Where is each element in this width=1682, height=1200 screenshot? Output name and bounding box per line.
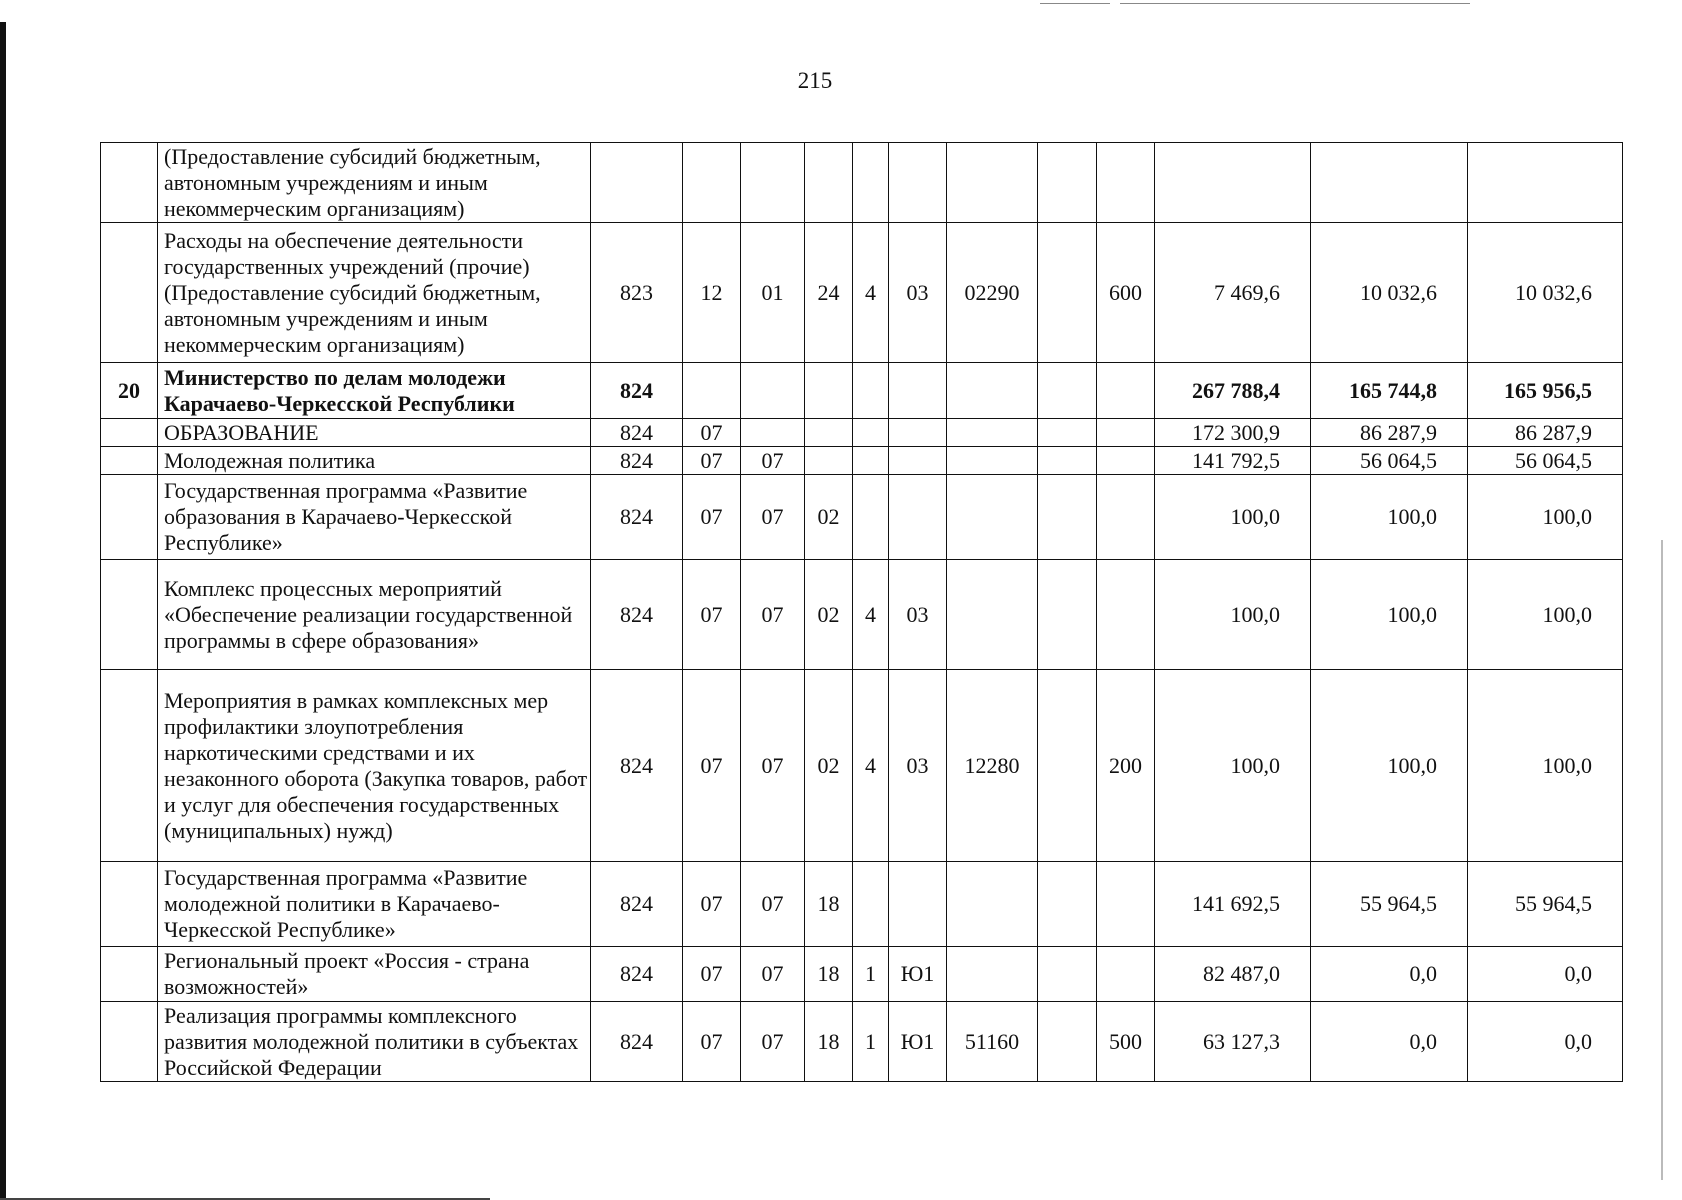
row-name: ОБРАЗОВАНИЕ xyxy=(158,419,591,447)
program-code: 02 xyxy=(805,560,853,670)
section-code: 07 xyxy=(683,862,741,947)
measure-code: 03 xyxy=(889,670,947,862)
subsection-code: 07 xyxy=(741,560,805,670)
amount-year-2: 56 064,5 xyxy=(1311,447,1468,475)
extra-code xyxy=(1038,670,1097,862)
amount-year-2: 0,0 xyxy=(1311,1002,1468,1082)
ministry-code: 824 xyxy=(591,419,683,447)
ministry-code: 824 xyxy=(591,475,683,560)
amount-year-2: 10 032,6 xyxy=(1311,223,1468,363)
direction-code xyxy=(947,947,1038,1002)
expense-type-code xyxy=(1097,475,1155,560)
subsection-code: 07 xyxy=(741,670,805,862)
amount-year-3: 10 032,6 xyxy=(1468,223,1623,363)
measure-code: 03 xyxy=(889,560,947,670)
subprogram-code: 1 xyxy=(853,1002,889,1082)
row-name: (Предоставление субсидий бюджетным, автономным учреждениям и иным некоммерческим организациям) xyxy=(158,143,591,223)
row-number xyxy=(101,1002,158,1082)
subprogram-code: 4 xyxy=(853,670,889,862)
ministry-code: 824 xyxy=(591,862,683,947)
direction-code xyxy=(947,143,1038,223)
direction-code xyxy=(947,447,1038,475)
row-name: Мероприятия в рамках комплексных мер профилактики злоупотребления наркотическими средствами и их незаконного оборота (Закупка товаров, работ и услуг для обеспечения государственных (муниципальных) нужд) xyxy=(158,670,591,862)
ministry-code: 823 xyxy=(591,223,683,363)
section-code: 07 xyxy=(683,1002,741,1082)
extra-code xyxy=(1038,419,1097,447)
amount-year-1: 7 469,6 xyxy=(1155,223,1311,363)
subprogram-code xyxy=(853,862,889,947)
direction-code xyxy=(947,560,1038,670)
subprogram-code: 4 xyxy=(853,560,889,670)
measure-code: Ю1 xyxy=(889,947,947,1002)
ministry-code: 824 xyxy=(591,1002,683,1082)
subsection-code: 07 xyxy=(741,1002,805,1082)
budget-table xyxy=(100,142,1623,1082)
row-name: Реализация программы комплексного развития молодежной политики в субъектах Российской Федерации xyxy=(158,1002,591,1082)
expense-type-code xyxy=(1097,447,1155,475)
expense-type-code xyxy=(1097,363,1155,419)
table-row xyxy=(101,223,1623,363)
subprogram-code: 1 xyxy=(853,947,889,1002)
extra-code xyxy=(1038,143,1097,223)
amount-year-1 xyxy=(1155,143,1311,223)
direction-code xyxy=(947,475,1038,560)
table-row xyxy=(101,862,1623,947)
direction-code: 51160 xyxy=(947,1002,1038,1082)
expense-type-code: 200 xyxy=(1097,670,1155,862)
amount-year-2: 55 964,5 xyxy=(1311,862,1468,947)
subprogram-code xyxy=(853,143,889,223)
program-code xyxy=(805,419,853,447)
amount-year-1: 63 127,3 xyxy=(1155,1002,1311,1082)
measure-code: 03 xyxy=(889,223,947,363)
extra-code xyxy=(1038,560,1097,670)
ministry-code: 824 xyxy=(591,363,683,419)
program-code xyxy=(805,363,853,419)
row-number xyxy=(101,143,158,223)
amount-year-2: 100,0 xyxy=(1311,475,1468,560)
amount-year-1: 267 788,4 xyxy=(1155,363,1311,419)
measure-code xyxy=(889,419,947,447)
section-code xyxy=(683,143,741,223)
subsection-code: 07 xyxy=(741,447,805,475)
scan-artifact xyxy=(1120,3,1470,4)
expense-type-code xyxy=(1097,560,1155,670)
expense-type-code xyxy=(1097,862,1155,947)
direction-code: 02290 xyxy=(947,223,1038,363)
row-number xyxy=(101,947,158,1002)
amount-year-3 xyxy=(1468,143,1623,223)
section-code: 07 xyxy=(683,560,741,670)
direction-code xyxy=(947,862,1038,947)
subsection-code xyxy=(741,363,805,419)
program-code xyxy=(805,143,853,223)
amount-year-1: 172 300,9 xyxy=(1155,419,1311,447)
row-name: Региональный проект «Россия - страна возможностей» xyxy=(158,947,591,1002)
amount-year-3: 0,0 xyxy=(1468,947,1623,1002)
section-code: 07 xyxy=(683,947,741,1002)
program-code: 18 xyxy=(805,1002,853,1082)
amount-year-1: 82 487,0 xyxy=(1155,947,1311,1002)
row-number xyxy=(101,223,158,363)
section-code: 07 xyxy=(683,475,741,560)
table-row xyxy=(101,670,1623,862)
program-code xyxy=(805,447,853,475)
ministry-code: 824 xyxy=(591,560,683,670)
extra-code xyxy=(1038,447,1097,475)
expense-type-code xyxy=(1097,947,1155,1002)
amount-year-2: 86 287,9 xyxy=(1311,419,1468,447)
row-number xyxy=(101,560,158,670)
row-name: Государственная программа «Развитие образования в Карачаево-Черкесской Республике» xyxy=(158,475,591,560)
expense-type-code xyxy=(1097,419,1155,447)
scan-artifact xyxy=(1040,3,1110,4)
program-code: 02 xyxy=(805,670,853,862)
expense-type-code xyxy=(1097,143,1155,223)
expense-type-code: 600 xyxy=(1097,223,1155,363)
subprogram-code xyxy=(853,447,889,475)
amount-year-2 xyxy=(1311,143,1468,223)
row-name: Министерство по делам молодежи Карачаево-Черкесской Республики xyxy=(158,363,591,419)
table-row xyxy=(101,475,1623,560)
amount-year-3: 100,0 xyxy=(1468,670,1623,862)
direction-code xyxy=(947,363,1038,419)
program-code: 18 xyxy=(805,947,853,1002)
measure-code: Ю1 xyxy=(889,1002,947,1082)
row-name: Молодежная политика xyxy=(158,447,591,475)
direction-code xyxy=(947,419,1038,447)
measure-code xyxy=(889,447,947,475)
row-number xyxy=(101,475,158,560)
program-code: 24 xyxy=(805,223,853,363)
subsection-code: 07 xyxy=(741,475,805,560)
program-code: 02 xyxy=(805,475,853,560)
section-code: 07 xyxy=(683,670,741,862)
scan-edge-left xyxy=(0,22,6,1200)
subprogram-code xyxy=(853,419,889,447)
amount-year-1: 141 792,5 xyxy=(1155,447,1311,475)
scan-edge-right xyxy=(1661,540,1663,1180)
amount-year-1: 100,0 xyxy=(1155,670,1311,862)
ministry-code: 824 xyxy=(591,447,683,475)
subsection-code: 07 xyxy=(741,947,805,1002)
subsection-code: 07 xyxy=(741,862,805,947)
page-number: 215 xyxy=(797,68,833,93)
extra-code xyxy=(1038,363,1097,419)
extra-code xyxy=(1038,862,1097,947)
measure-code xyxy=(889,475,947,560)
measure-code xyxy=(889,862,947,947)
table-row xyxy=(101,143,1623,223)
amount-year-3: 165 956,5 xyxy=(1468,363,1623,419)
ministry-code: 824 xyxy=(591,670,683,862)
amount-year-3: 100,0 xyxy=(1468,560,1623,670)
extra-code xyxy=(1038,475,1097,560)
amount-year-3: 100,0 xyxy=(1468,475,1623,560)
subprogram-code: 4 xyxy=(853,223,889,363)
section-code: 12 xyxy=(683,223,741,363)
ministry-code xyxy=(591,143,683,223)
row-name: Комплекс процессных мероприятий «Обеспечение реализации государственной программы в сфере образования» xyxy=(158,560,591,670)
table-row xyxy=(101,560,1623,670)
amount-year-2: 0,0 xyxy=(1311,947,1468,1002)
program-code: 18 xyxy=(805,862,853,947)
row-name: Расходы на обеспечение деятельности государственных учреждений (прочие) (Предоставление субсидий бюджетным, автономным учреждениям и иным некоммерческим организациям) xyxy=(158,223,591,363)
amount-year-3: 55 964,5 xyxy=(1468,862,1623,947)
table-row xyxy=(101,1002,1623,1082)
row-number xyxy=(101,447,158,475)
expense-type-code: 500 xyxy=(1097,1002,1155,1082)
table-row xyxy=(101,363,1623,419)
table-row xyxy=(101,447,1623,475)
amount-year-2: 100,0 xyxy=(1311,670,1468,862)
table-row xyxy=(101,419,1623,447)
amount-year-1: 100,0 xyxy=(1155,560,1311,670)
direction-code: 12280 xyxy=(947,670,1038,862)
section-code: 07 xyxy=(683,447,741,475)
extra-code xyxy=(1038,947,1097,1002)
extra-code xyxy=(1038,1002,1097,1082)
subsection-code xyxy=(741,143,805,223)
row-number xyxy=(101,670,158,862)
amount-year-2: 100,0 xyxy=(1311,560,1468,670)
amount-year-3: 86 287,9 xyxy=(1468,419,1623,447)
row-number xyxy=(101,419,158,447)
amount-year-3: 56 064,5 xyxy=(1468,447,1623,475)
section-code xyxy=(683,363,741,419)
subsection-code: 01 xyxy=(741,223,805,363)
amount-year-3: 0,0 xyxy=(1468,1002,1623,1082)
subprogram-code xyxy=(853,475,889,560)
row-name: Государственная программа «Развитие молодежной политики в Карачаево-Черкесской Республике» xyxy=(158,862,591,947)
row-number: 20 xyxy=(101,363,158,419)
amount-year-1: 100,0 xyxy=(1155,475,1311,560)
row-number xyxy=(101,862,158,947)
budget-table-body xyxy=(101,143,1623,1082)
extra-code xyxy=(1038,223,1097,363)
measure-code xyxy=(889,363,947,419)
amount-year-1: 141 692,5 xyxy=(1155,862,1311,947)
subprogram-code xyxy=(853,363,889,419)
measure-code xyxy=(889,143,947,223)
section-code: 07 xyxy=(683,419,741,447)
amount-year-2: 165 744,8 xyxy=(1311,363,1468,419)
table-row xyxy=(101,947,1623,1002)
ministry-code: 824 xyxy=(591,947,683,1002)
subsection-code xyxy=(741,419,805,447)
